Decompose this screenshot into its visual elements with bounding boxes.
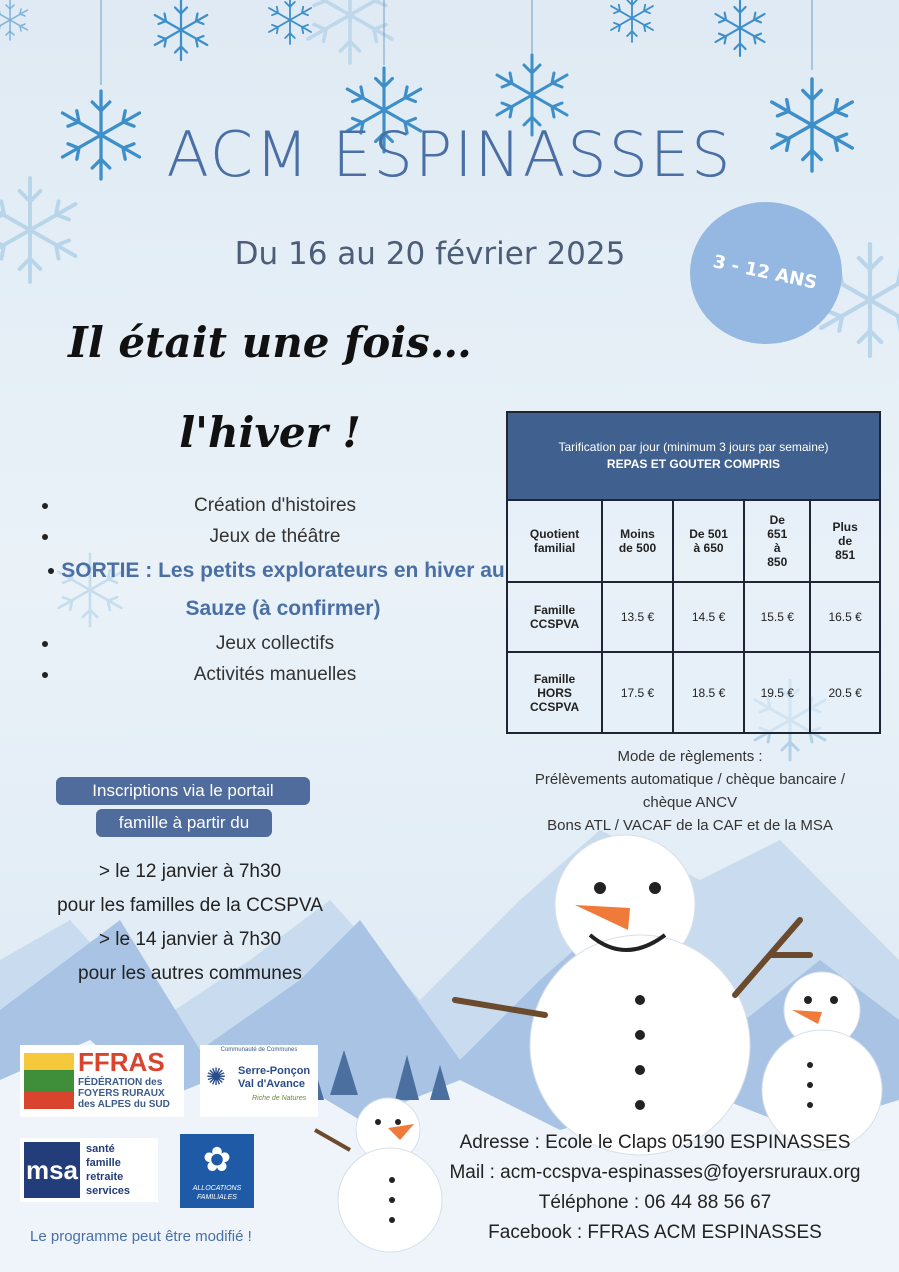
- contact-phone: Téléphone : 06 44 88 56 67: [538, 1192, 772, 1213]
- column-header: De 651 à 850: [744, 500, 810, 582]
- registration-line1: Inscriptions via le portail: [56, 777, 310, 805]
- event-dates: Du 16 au 20 février 2025: [234, 236, 626, 272]
- price-cell: 14.5 €: [673, 582, 744, 652]
- caf-name: [180, 1184, 254, 1202]
- row-label: Famille CCSPVA: [507, 582, 602, 652]
- price-cell: 18.5 €: [673, 652, 744, 733]
- msa-words: [86, 1142, 130, 1198]
- msa-word: services: [86, 1185, 131, 1197]
- price-cell: 20.5 €: [810, 652, 880, 733]
- ffras-logo: [20, 1045, 184, 1117]
- contact-address: Adresse : Ecole le Claps 05190 ESPINASSES: [459, 1132, 851, 1153]
- pricing-header: [507, 412, 880, 500]
- serre-poncon-tag: Riche de Natures: [252, 1095, 307, 1102]
- caf-logo: [180, 1134, 254, 1208]
- payment-methods: [490, 745, 890, 837]
- serre-poncon-logo: [200, 1045, 318, 1117]
- ffras-sub1: FÉDÉRATION des: [78, 1077, 163, 1088]
- price-cell: 19.5 €: [744, 652, 810, 733]
- pricing-header-line1: Tarification par jour (minimum 3 jours par semaine): [558, 440, 829, 454]
- contact-facebook: Facebook : FFRAS ACM ESPINASSES: [488, 1222, 822, 1243]
- headline-line2: l'hiver !: [179, 408, 361, 457]
- caf-name2: FAMILIALES: [197, 1194, 237, 1201]
- column-header: Plus de 851: [810, 500, 880, 582]
- activity-item: Jeux collectifs: [40, 628, 510, 659]
- caf-name1: ALLOCATIONS: [192, 1185, 242, 1192]
- msa-word: famille: [86, 1157, 121, 1169]
- registration-dates: [10, 855, 370, 991]
- pricing-header-line2: REPAS ET GOUTER COMPRIS: [606, 457, 781, 471]
- column-header: De 501 à 650: [673, 500, 744, 582]
- activity-item: Création d'histoires: [40, 490, 510, 521]
- family-icon: ✿: [202, 1141, 232, 1179]
- registration-line2: famille à partir du: [96, 809, 272, 837]
- activity-item: Activités manuelles: [40, 659, 510, 690]
- msa-word: retraite: [86, 1171, 124, 1183]
- registration-date: > le 12 janvier à 7h30: [98, 861, 282, 882]
- msa-logo: [20, 1138, 158, 1202]
- serre-poncon-name: [238, 1065, 310, 1091]
- registration-date: > le 14 janvier à 7h30: [98, 929, 282, 950]
- ffras-name: FFRAS: [78, 1047, 165, 1077]
- registration-banner: [56, 777, 310, 841]
- person-icon: ✺: [206, 1064, 227, 1091]
- disclaimer: Le programme peut être modifié !: [30, 1228, 252, 1245]
- ffras-emblem-icon: [24, 1053, 74, 1109]
- price-cell: 16.5 €: [810, 582, 880, 652]
- payment-line: Bons ATL / VACAF de la CAF et de la MSA: [547, 817, 833, 834]
- table-row: [507, 582, 880, 652]
- msa-word: santé: [86, 1143, 115, 1155]
- column-header: Moins de 500: [602, 500, 673, 582]
- payment-line: Prélèvements automatique / chèque bancaire /: [534, 771, 846, 788]
- serre-poncon-name2: Val d'Avance: [238, 1078, 306, 1090]
- registration-audience: pour les autres communes: [78, 963, 302, 984]
- headline-line1: Il était une fois…: [68, 318, 472, 367]
- price-cell: 17.5 €: [602, 652, 673, 733]
- contact-mail: Mail : acm-ccspva-espinasses@foyersruraux.org: [449, 1162, 861, 1183]
- ffras-sub2: FOYERS RURAUX: [78, 1088, 165, 1099]
- payment-line: chèque ANCV: [642, 794, 738, 811]
- row-label: Famille HORS CCSPVA: [507, 652, 602, 733]
- activities-list: [40, 490, 510, 690]
- column-header: Quotient familial: [507, 500, 602, 582]
- msa-mark: msa: [24, 1142, 80, 1198]
- activity-item: Jeux de théâtre: [40, 521, 510, 552]
- page-title: ACM ESPINASSES: [166, 118, 733, 191]
- serre-poncon-name1: Serre-Ponçon: [238, 1065, 311, 1077]
- price-cell: 13.5 €: [602, 582, 673, 652]
- table-row: [507, 652, 880, 733]
- age-badge-label: 3 - 12 ANS: [711, 251, 819, 294]
- price-cell: 15.5 €: [744, 582, 810, 652]
- ffras-subtitle: [78, 1077, 170, 1110]
- activity-item-highlight: SORTIE : Les petits explorateurs en hiver au Sauze (à confirmer): [40, 552, 510, 628]
- registration-audience: pour les familles de la CCSPVA: [57, 895, 323, 916]
- ffras-sub3: des ALPES du SUD: [78, 1099, 170, 1110]
- pricing-table: [506, 411, 881, 734]
- payment-line: Mode de règlements :: [617, 748, 763, 765]
- contact-info: [420, 1128, 890, 1248]
- serre-poncon-top: Communauté de Communes: [220, 1047, 298, 1053]
